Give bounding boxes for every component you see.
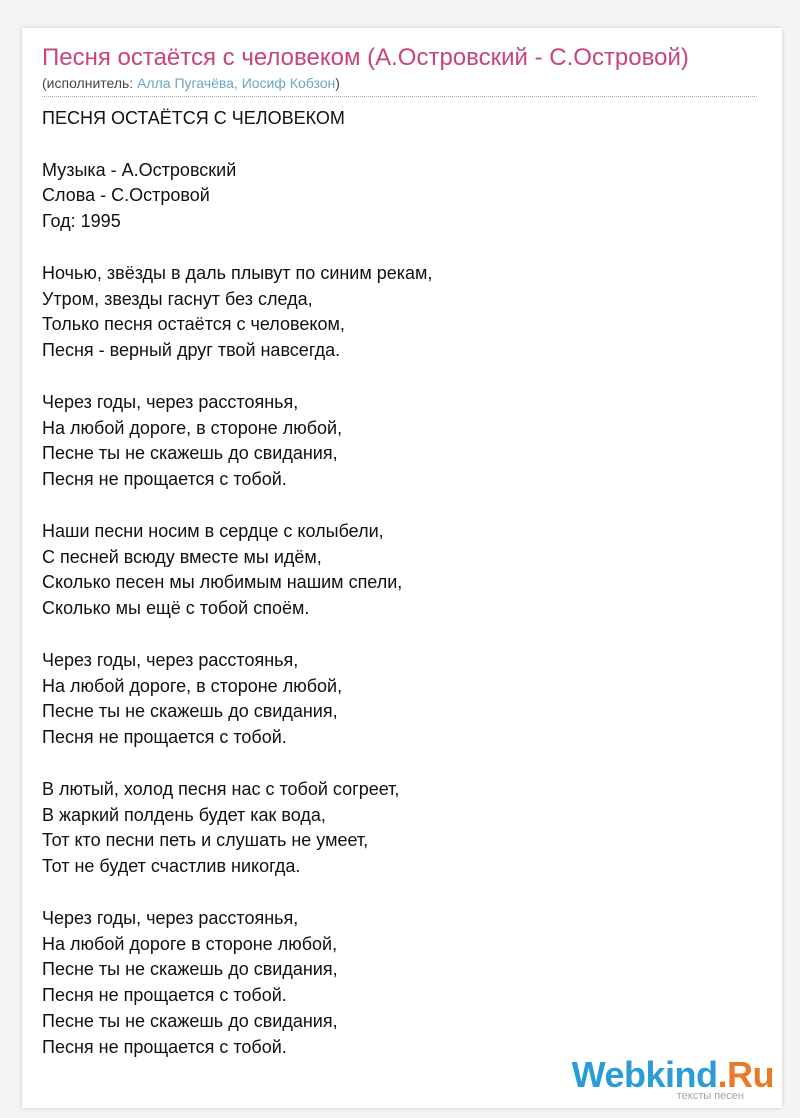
lyric-line: Через годы, через расстоянья,: [42, 649, 299, 670]
performer-links[interactable]: Алла Пугачёва, Иосиф Кобзон: [137, 75, 336, 91]
lyric-line: На любой дороге в стороне любой,: [42, 933, 338, 954]
lyric-line: На любой дороге, в стороне любой,: [42, 675, 343, 696]
lyric-line: Сколько песен мы любимым нашим спели,: [42, 572, 403, 593]
song-heading: ПЕСНЯ ОСТАЁТСЯ С ЧЕЛОВЕКОМ: [42, 108, 345, 128]
lyric-line: Утром, звезды гаснут без следа,: [42, 288, 313, 309]
lyric-line: Сколько мы ещё с тобой споём.: [42, 598, 310, 619]
verse-block: [42, 777, 432, 880]
lyric-line: Через годы, через расстоянья,: [42, 907, 299, 928]
logo-brand-tld: .Ru: [717, 1054, 774, 1095]
lyric-line: В лютый, холод песня нас с тобой согреет,: [42, 778, 400, 799]
song-heading-block: [42, 106, 432, 132]
lyrics-page: [22, 28, 782, 1108]
song-title: Песня остаётся с человеком (А.Островский - С.Островой): [42, 44, 689, 71]
lyric-line: Тот не будет счастлив никогда.: [42, 856, 301, 877]
dotted-divider: [42, 96, 757, 97]
credits-block: [42, 158, 432, 235]
lyric-line: Ночью, звёзды в даль плывут по синим рекам,: [42, 262, 433, 283]
lyric-line: С песней всюду вместе мы идём,: [42, 546, 322, 567]
credit-year: Год: 1995: [42, 211, 121, 232]
lyric-line: Песне ты не скажешь до свидания,: [42, 959, 338, 980]
performer-line: [42, 75, 340, 91]
performer-suffix: ): [335, 75, 340, 91]
lyric-line: Только песня остаётся с человеком,: [42, 314, 345, 335]
chorus-block: [42, 390, 432, 493]
lyric-line: Песне ты не скажешь до свидания,: [42, 701, 338, 722]
credit-music: Музыка - А.Островский: [42, 159, 237, 180]
lyric-line: Песня - верный друг твой навсегда.: [42, 340, 341, 361]
verse-block: [42, 261, 432, 364]
verse-block: [42, 519, 432, 622]
performer-prefix: (исполнитель:: [42, 75, 138, 91]
lyric-line: Песня не прощается с тобой.: [42, 1036, 287, 1057]
lyric-line: Песне ты не скажешь до свидания,: [42, 443, 338, 464]
lyric-line: Тот кто песни петь и слушать не умеет,: [42, 830, 369, 851]
lyrics-body: [42, 106, 432, 1060]
lyric-line: На любой дороге, в стороне любой,: [42, 417, 343, 438]
logo-tagline: тексты песен: [676, 1090, 744, 1102]
chorus-block: [42, 648, 432, 751]
lyric-line: Песня не прощается с тобой.: [42, 469, 287, 490]
webkind-logo: [571, 1054, 774, 1095]
chorus-block: [42, 906, 432, 1061]
site-watermark: [571, 1054, 774, 1102]
lyric-line: Наши песни носим в сердце с колыбели,: [42, 520, 384, 541]
lyric-line: Через годы, через расстоянья,: [42, 391, 299, 412]
lyric-line: Песне ты не скажешь до свидания,: [42, 1010, 338, 1031]
credit-words: Слова - С.Островой: [42, 185, 210, 206]
lyric-line: Песня не прощается с тобой.: [42, 727, 287, 748]
logo-brand-main: Webkind: [571, 1054, 718, 1095]
lyric-line: В жаркий полдень будет как вода,: [42, 804, 326, 825]
lyric-line: Песня не прощается с тобой.: [42, 985, 287, 1006]
